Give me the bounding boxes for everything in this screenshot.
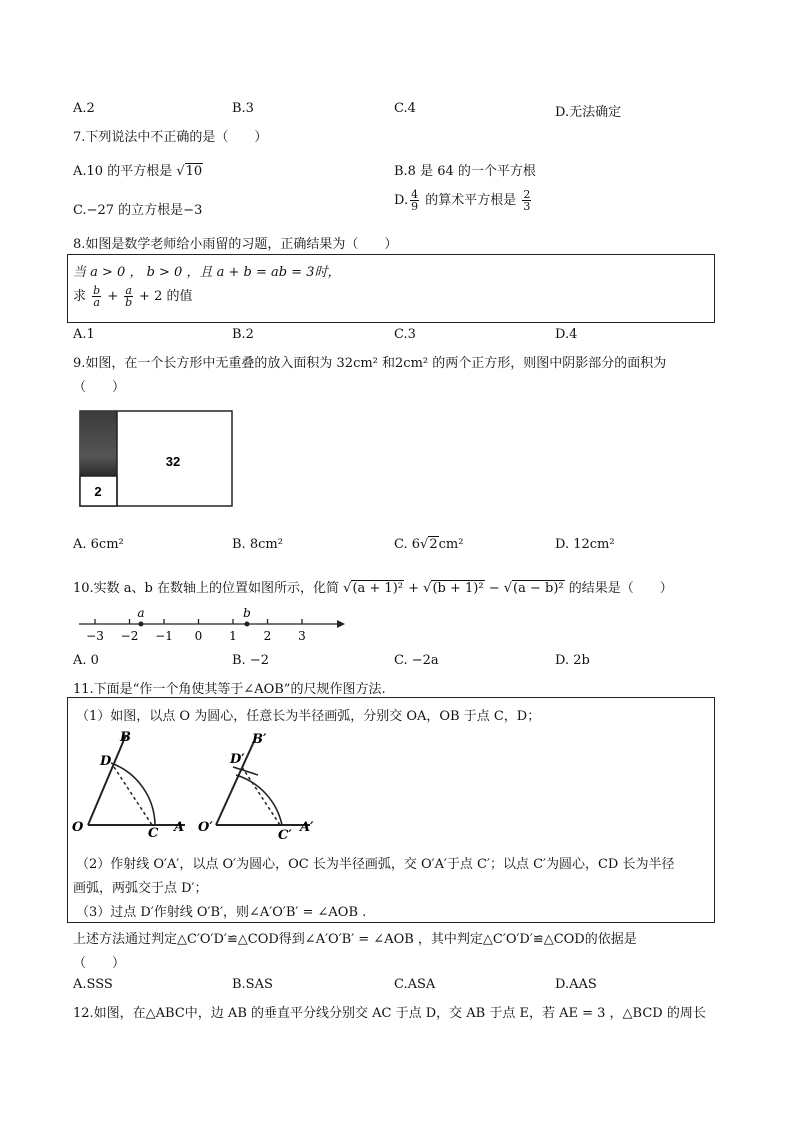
point-b <box>245 622 250 627</box>
q7-stem: 7.下列说法中不正确的是（ ） <box>73 130 268 145</box>
svg-text:C′: C′ <box>278 828 292 839</box>
q8-stem: 8.如图是数学老师给小雨留的习题，正确结果为（ ） <box>73 237 398 252</box>
q11-step3: （3）过点 D′作射线 O′B′，则∠A′O′B′ = ∠AOB . <box>76 905 367 920</box>
tick-label: −3 <box>86 629 104 643</box>
shaded-region <box>80 411 117 476</box>
svg-text:B: B <box>120 730 131 745</box>
q10-number-line <box>75 606 345 646</box>
q11-question: 上述方法通过判定△C′O′D′≌△COD得到∠A′O′B′ = ∠AOB ，其中判定△C′O′D′≌△COD的依据是 <box>73 932 637 947</box>
svg-text:A: A <box>174 820 185 835</box>
tick-label: 3 <box>298 629 306 643</box>
q6-option-b: B.3 <box>232 101 254 116</box>
q9-stem-paren: （ ） <box>73 380 126 395</box>
q11-option-b: B.SAS <box>232 977 273 992</box>
q10-option-d: D. 2b <box>555 653 590 668</box>
q9-option-c: C. 6√2cm² <box>394 537 464 552</box>
big-square-label: 32 <box>165 454 181 469</box>
svg-text:A′: A′ <box>300 820 314 835</box>
q6-option-a: A.2 <box>73 101 95 116</box>
tick-label: 0 <box>194 629 203 643</box>
q6-option-c: C.4 <box>394 101 416 116</box>
q11-option-c: C.ASA <box>394 977 436 992</box>
svg-text:B′: B′ <box>252 732 267 747</box>
q8-option-d: D.4 <box>555 327 578 342</box>
svg-text:D: D <box>100 754 112 769</box>
q9-option-a: A. 6cm² <box>73 537 124 552</box>
q11-stem: 11.下面是“作一个角使其等于∠AOB”的尺规作图方法. <box>73 682 386 697</box>
q10-stem: 10.实数 a、b 在数轴上的位置如图所示，化简 √(a + 1)² + √(b + 1)² − √(a − b)² 的结果是（ ） <box>73 581 673 596</box>
svg-text:D′: D′ <box>230 752 245 767</box>
q8-expression: 求 $\frac{b}{a}$ + $\frac{a}{b}$ + 2 的值 <box>73 284 193 309</box>
q9-rectangle-figure <box>78 408 234 508</box>
q7-option-d: D. $\frac{4}{9}$ 的算术平方根是 $\frac{2}{3}$ <box>394 188 531 213</box>
q11-figure-original-angle <box>72 727 192 839</box>
q8-option-b: B.2 <box>232 327 254 342</box>
svg-text:C: C <box>148 826 159 839</box>
q11-step1: （1）如图，以点 O 为圆心，任意长为半径画弧，分别交 OA，OB 于点 C，D； <box>76 709 541 724</box>
q7-option-c: C.−27 的立方根是−3 <box>73 203 203 218</box>
svg-text:O′: O′ <box>198 820 213 835</box>
q8-option-c: C.3 <box>394 327 416 342</box>
q8-option-a: A.1 <box>73 327 95 342</box>
q9-option-b: B. 8cm² <box>232 537 283 552</box>
q8-condition: 当 a > 0 ， b > 0 ，且 a + b = ab = 3时， <box>73 265 341 280</box>
q6-option-d: D.无法确定 <box>555 105 622 120</box>
tick-label: −1 <box>155 629 173 643</box>
q11-step2-line1: （2）作射线 O′A′，以点 O′为圆心，OC 长为半径画弧，交 O′A′于点 C′；以点 C′为圆心，CD 长为半径 <box>76 857 675 872</box>
q11-option-a: A.SSS <box>73 977 113 992</box>
q7-option-b: B.8 是 64 的一个平方根 <box>394 164 536 179</box>
q7-option-a: A.10 的平方根是 √10 <box>73 164 203 179</box>
svg-text:O: O <box>72 820 84 835</box>
q10-option-a: A. 0 <box>73 653 99 668</box>
tick-label: 1 <box>229 629 237 643</box>
q12-stem: 12.如图，在△ABC中，边 AB 的垂直平分线分别交 AC 于点 D，交 AB 于点 E，若 AE = 3 ，△BCD 的周长 <box>73 1006 706 1021</box>
point-a <box>139 622 144 627</box>
q9-option-d: D. 12cm² <box>555 537 615 552</box>
tick-label: −2 <box>120 629 139 643</box>
q11-option-d: D.AAS <box>555 977 597 992</box>
q11-question-paren: （ ） <box>73 956 126 971</box>
q11-figure-constructed-angle <box>196 727 326 839</box>
small-square-label: 2 <box>94 484 102 499</box>
q10-option-b: B. −2 <box>232 653 269 668</box>
q10-option-c: C. −2a <box>394 653 439 668</box>
q9-stem: 9.如图，在一个长方形中无重叠的放入面积为 32cm² 和2cm² 的两个正方形，则图中阴影部分的面积为 <box>73 356 667 371</box>
point-a-label: a <box>137 606 145 620</box>
q11-step2-line2: 画弧，两弧交于点 D′； <box>73 881 208 896</box>
point-b-label: b <box>243 606 251 620</box>
tick-label: 2 <box>263 629 272 643</box>
